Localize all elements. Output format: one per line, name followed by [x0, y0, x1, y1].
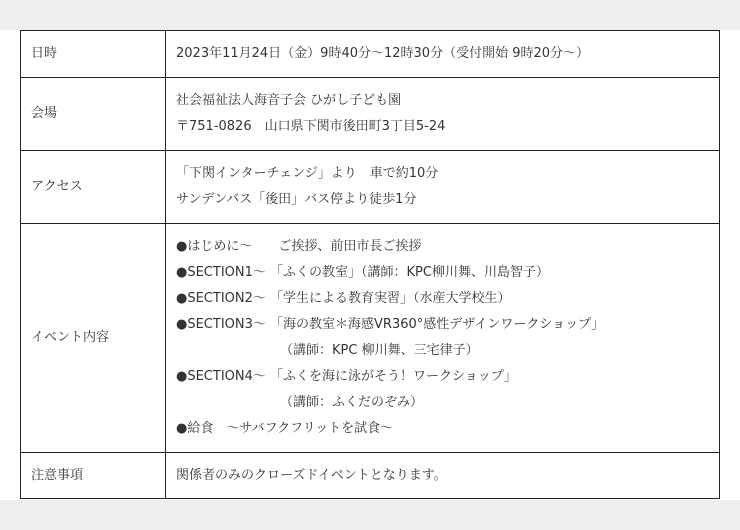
top-band: [0, 0, 740, 30]
row-event: [21, 224, 720, 453]
bottom-band: [0, 500, 740, 530]
program-item-section1: ●SECTION1〜 「ふくの教室」（講師：KPC柳川舞、川島智子）: [176, 265, 549, 280]
label-event: イベント内容: [21, 224, 166, 453]
label-access: アクセス: [21, 151, 166, 224]
program-item-section4-lecturer: （講師：ふくだのぞみ）: [280, 395, 424, 410]
program-item-lunch: ●給食 〜サバフクフリットを試食〜: [176, 421, 394, 436]
value-access: [166, 151, 720, 224]
access-car: 「下関インターチェンジ」より 車で約10分: [176, 166, 439, 181]
program-item-section4: ●SECTION4〜 「ふくを海に泳がそう！ワークショップ」: [176, 369, 517, 384]
program-item-section2: ●SECTION2〜 「学生による教育実習」（水産大学校生）: [176, 291, 511, 306]
event-info-table: [20, 30, 720, 499]
label-venue: 会場: [21, 78, 166, 151]
label-datetime: 日時: [21, 31, 166, 78]
access-bus: サンデンバス「後田」バス停より徒歩1分: [176, 192, 417, 207]
venue-name: 社会福祉法人海音子会 ひがし子ども園: [176, 93, 402, 108]
value-event: [166, 224, 720, 453]
row-notes: [21, 453, 720, 499]
program-item-section3-lecturers: （講師：KPC 柳川舞、三宅律子）: [280, 343, 479, 358]
row-venue: [21, 78, 720, 151]
row-access: [21, 151, 720, 224]
datetime-text: 2023年11月24日（金）9時40分〜12時30分（受付開始 9時20分〜）: [176, 46, 590, 61]
label-notes: 注意事項: [21, 453, 166, 499]
program-item-section3: ●SECTION3〜 「海の教室＊海感VR360°感性デザインワークショップ」: [176, 317, 605, 332]
program-item-intro: ●はじめに〜 ご挨拶、前田市長ご挨拶: [176, 239, 422, 254]
notes-text: 関係者のみのクローズドイベントとなります。: [176, 467, 447, 483]
venue-address: 〒751-0826 山口県下関市後田町3丁目5-24: [176, 119, 446, 134]
value-datetime: [166, 31, 720, 78]
row-datetime: [21, 31, 720, 78]
value-notes: [166, 453, 720, 499]
value-venue: [166, 78, 720, 151]
